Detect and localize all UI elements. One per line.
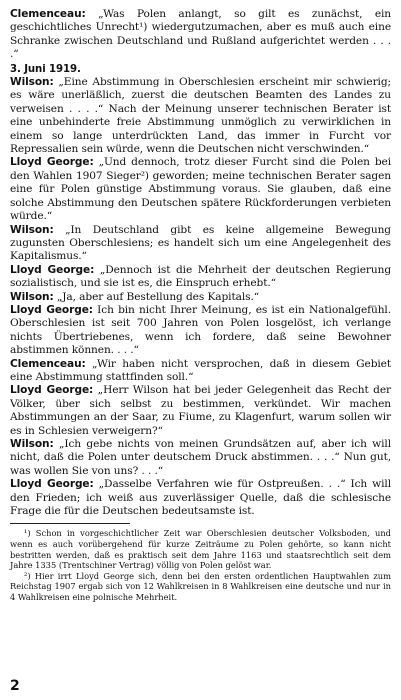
- speaker-name: Wilson:: [10, 438, 54, 450]
- speech-text: „Wir haben nicht versprochen, daß in diesem Gebiet eine Abstimmung stattfinden soll.“: [10, 357, 391, 383]
- speech-text: „Eine Abstimmung in Oberschlesien erscheint mir schwierig; es wäre unerläßlich, zuerst die deutschen Beamten des Landes zu verweisen . . . .“ Nach der Meinung unserer technischen Berater ist eine unbehinderte freie Abstimmung unmöglich zu verwirklichen in einem so lange unterdrückten Land, das immer in Furcht vor Repressalien sein würde, wenn die Deutschen nicht verschwinden.“: [10, 76, 391, 156]
- footnote-2: ²) Hier irrt Lloyd George sich, denn bei den ersten ordentlichen Hauptwahlen zum Reichstag 1907 ergab sich von 12 Wahlkreisen in 8 Wahlkreisen eine deutsche und nur in 4 Wahlkreisen eine polnische Mehrheit.: [10, 570, 391, 602]
- speaker-name: Lloyd George:: [10, 303, 93, 316]
- paragraph-lloyd-george-1: [10, 156, 391, 223]
- paragraph-lloyd-george-5: [10, 478, 391, 518]
- speaker-name: Clemenceau:: [10, 8, 86, 20]
- speaker-name: Wilson:: [10, 76, 54, 89]
- speaker-name: Clemenceau:: [10, 357, 86, 370]
- speaker-name: Lloyd George:: [10, 156, 94, 169]
- date-heading: 3. Juni 1919.: [10, 63, 81, 75]
- footnote-divider: [10, 523, 130, 524]
- speech-text: „Und dennoch, trotz dieser Furcht sind die Polen bei den Wahlen 1907 Sieger²) geworden; meine technischen Berater sagen eine für Polen günstige Abstimmung voraus. Sie glauben, daß eine solche Abstimmung den Deutschen spätere Rückforderungen verbieten würde.“: [10, 156, 391, 223]
- speech-text: Ich bin nicht Ihrer Meinung, es ist ein Nationalgefühl. Oberschlesien ist seit 700 Jahren von Polen losgelöst, ich verlange nichts Übertriebenes, wenn ich fordere, daß seine Bewohner abstimmen können. . . .“: [10, 303, 391, 357]
- speech-text: „Dasselbe Verfahren wie für Ostpreußen. . .“ Ich will den Frieden; ich weiß aus zuverlässiger Quelle, daß die schlesische Frage die für die Deutschen bedeutsamste ist.: [10, 478, 391, 518]
- speech-text: „Herr Wilson hat bei jeder Gelegenheit das Recht der Völker, über sich selbst zu bestimmen, verkündet. Wir machen Abstimmungen an der Saar, zu Fiume, zu Klagenfurt, warum sollen wir es in Schlesien verweigern?“: [10, 384, 391, 437]
- page-number: 2: [10, 678, 20, 694]
- speaker-name: Lloyd George:: [10, 263, 95, 276]
- speech-text: „Ja, aber auf Bestellung des Kapitals.“: [53, 290, 260, 303]
- paragraph-wilson-1: [10, 76, 391, 156]
- paragraph-wilson-4: [10, 438, 391, 478]
- paragraph-lloyd-george-3: [10, 304, 391, 358]
- dialogue-text: [10, 8, 391, 518]
- speaker-name: Wilson:: [10, 290, 54, 303]
- speech-text: „Dennoch ist die Mehrheit der deutschen Regierung sozialistisch, und sie ist es, die Einspruch erhebt.“: [10, 263, 391, 290]
- paragraph-wilson-2: [10, 224, 391, 264]
- paragraph-lloyd-george-4: [10, 384, 391, 438]
- speaker-name: Lloyd George:: [10, 384, 94, 397]
- speech-text: „Was Polen anlangt, so gilt es zunächst, ein geschichtliches Unrecht¹) wiedergutzumachen, aber es muß auch eine Schranke zwischen Deutschland und Rußland aufgerichtet werden . . . .“: [10, 8, 391, 61]
- paragraph-wilson-3: [10, 291, 391, 304]
- footnotes: [10, 528, 391, 602]
- speaker-name: Wilson:: [10, 223, 54, 236]
- speaker-name: Lloyd George:: [10, 478, 94, 491]
- paragraph-clemenceau-2: [10, 358, 391, 385]
- footnote-1: ¹) Schon in vorgeschichtlicher Zeit war Oberschlesien deutscher Volksboden, und wenn es auch vorübergehend für kurze Zeiträume zu Polen gehörte, so kann nicht bestritten werden, daß es praktisch seit dem Jahre 1163 und staatsrechtlich seit dem Jahre 1335 (Trentschiner Vertrag) völlig von Polen gelöst war.: [10, 528, 391, 571]
- paragraph-lloyd-george-2: [10, 264, 391, 291]
- speech-text: „In Deutschland gibt es keine allgemeine Bewegung zugunsten Oberschlesiens; es handelt sich um eine Angelegenheit des Kapitalismus.“: [10, 223, 391, 263]
- speech-text: „Ich gebe nichts von meinen Grundsätzen auf, aber ich will nicht, daß die Polen unter deutschem Druck abstimmen. . . .“ Nun gut, was wollen Sie von uns? . . .“: [10, 438, 391, 477]
- paragraph-clemenceau-1: [10, 8, 391, 62]
